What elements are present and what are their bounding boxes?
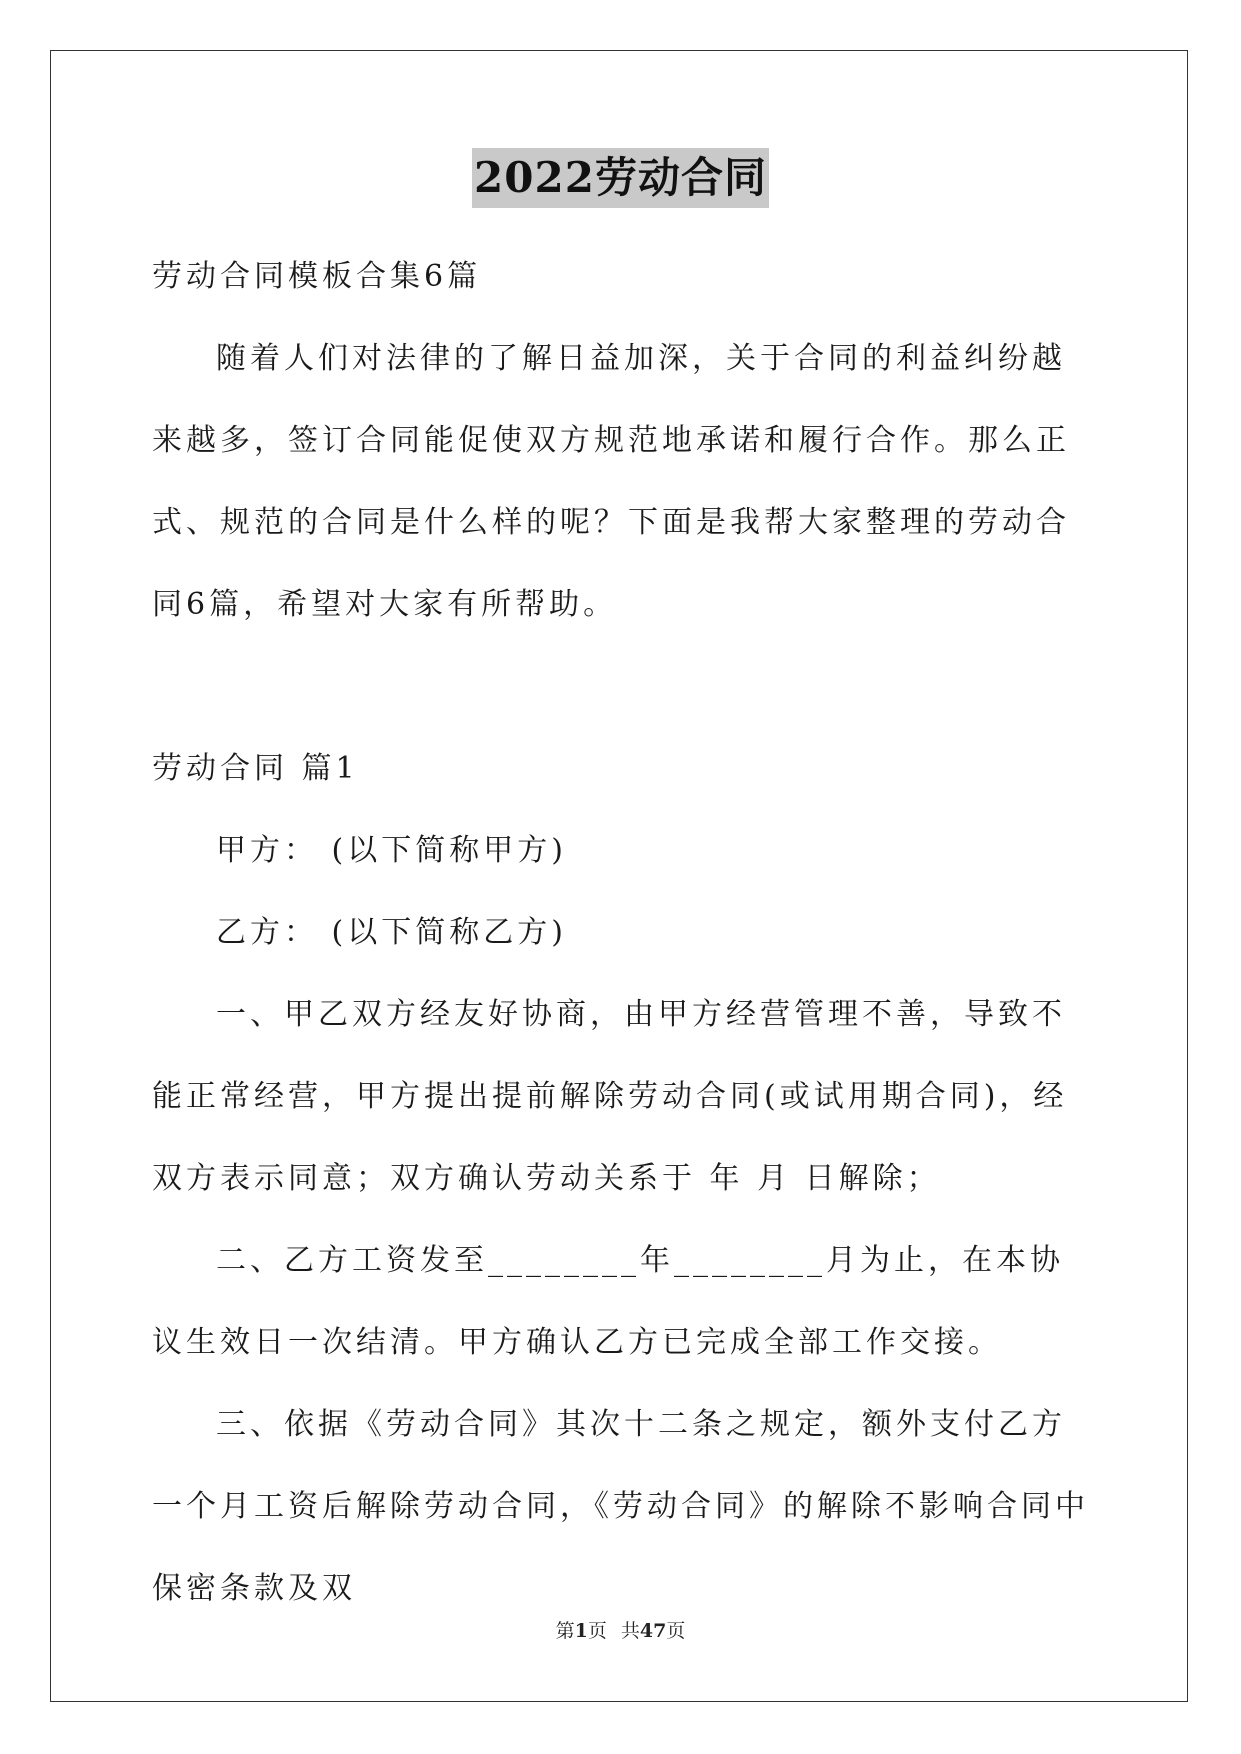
footer-total-suffix: 页 xyxy=(666,1620,686,1642)
footer-total-prefix: 共 xyxy=(620,1620,640,1642)
subtitle: 劳动合同模板合集6篇 xyxy=(152,259,482,294)
footer-page-word: 页 xyxy=(587,1620,607,1642)
document-title: 2022劳动合同 xyxy=(472,148,769,208)
footer-prefix: 第 xyxy=(555,1620,575,1642)
current-page-number: 1 xyxy=(574,1620,588,1642)
intro-paragraph: 随着人们对法律的了解日益加深，关于合同的利益纠纷越来越多，签订合同能促使双方规范地承诺和履行合作。那么正式、规范的合同是什么样的呢？下面是我帮大家整理的劳动合同6篇，希望对大家有所帮助。 xyxy=(152,341,1070,622)
document-body xyxy=(152,236,1092,1630)
clause-3: 三、依据《劳动合同》其次十二条之规定，额外支付乙方一个月工资后解除劳动合同，《劳动合同》的解除不影响合同中保密条款及双 xyxy=(152,1407,1089,1606)
party-a-line: 甲方： (以下简称甲方) xyxy=(216,833,567,868)
party-b-line: 乙方： (以下简称乙方) xyxy=(216,915,567,950)
title-container xyxy=(0,148,1241,208)
clause-2: 二、乙方工资发至________年________月为止，在本协议生效日一次结清。甲方确认乙方已完成全部工作交接。 xyxy=(152,1243,1064,1360)
paragraph-gap xyxy=(152,646,1092,728)
page-footer xyxy=(0,1616,1241,1643)
total-pages-number: 47 xyxy=(639,1620,667,1642)
clause-1: 一、甲乙双方经友好协商，由甲方经营管理不善，导致不能正常经营，甲方提出提前解除劳动合同(或试用期合同)，经双方表示同意；双方确认劳动关系于 年 月 日解除； xyxy=(152,997,1068,1196)
section-heading: 劳动合同 篇1 xyxy=(152,751,359,786)
